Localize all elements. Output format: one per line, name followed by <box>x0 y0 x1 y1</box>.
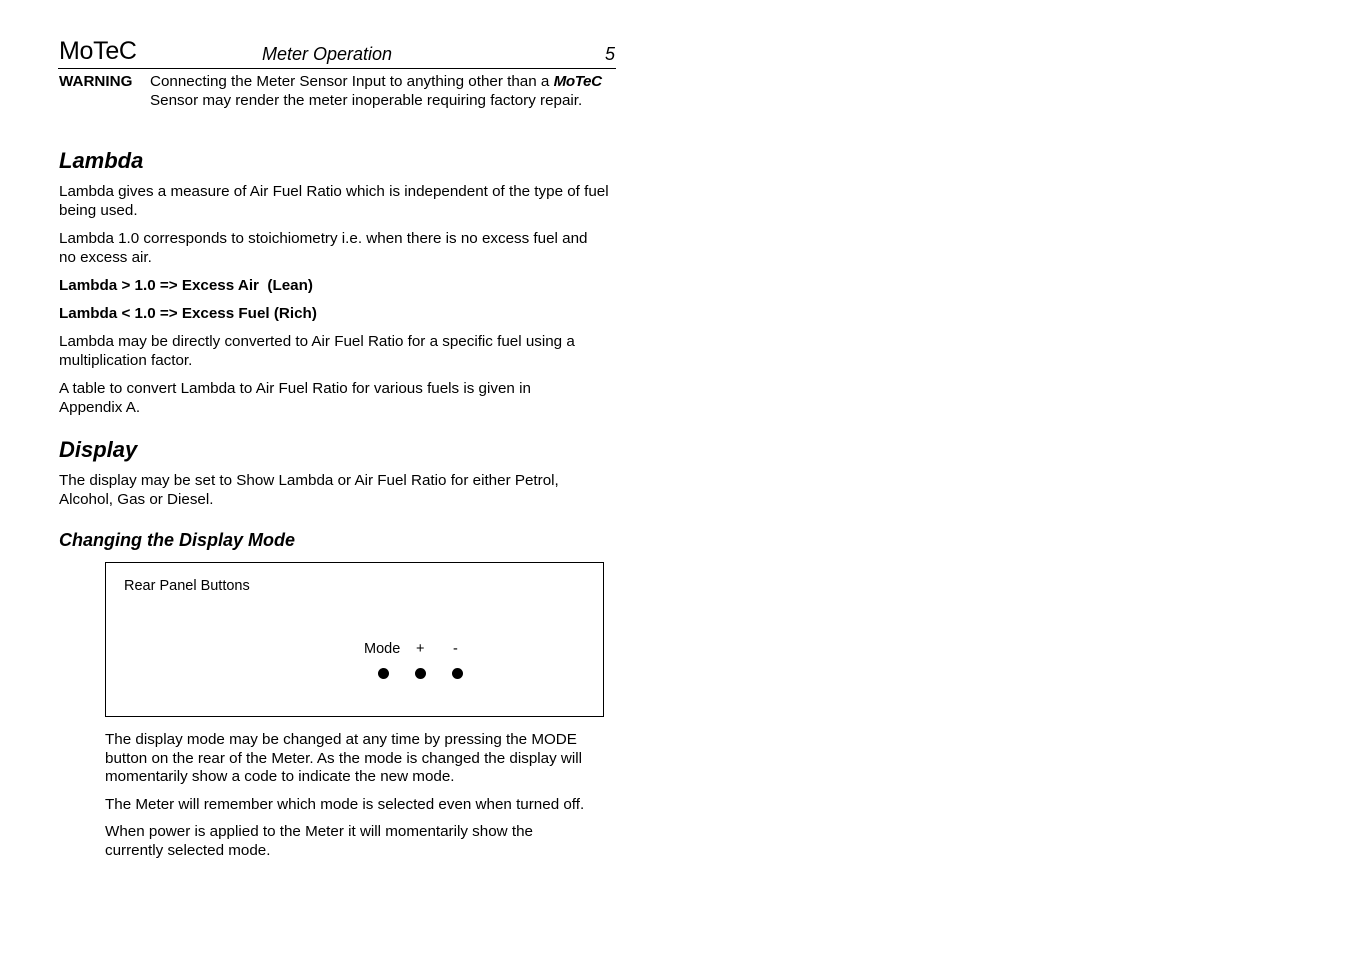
minus-button-label: - <box>453 641 458 657</box>
warning-text-before: Connecting the Meter Sensor Input to anything other than a <box>150 73 554 90</box>
heading-changing-display-mode: Changing the Display Mode <box>59 530 296 550</box>
rear-panel-diagram <box>105 562 604 717</box>
lambda-para-4: A table to convert Lambda to Air Fuel Ratio for various fuels is given in Appendix A. <box>59 380 531 416</box>
warning-label: WARNING <box>59 73 133 90</box>
mode-para-2: The Meter will remember which mode is selected even when turned off. <box>105 796 585 813</box>
mode-para-3: When power is applied to the Meter it will momentarily show the currently selected mode. <box>105 823 533 859</box>
page-number: 5 <box>604 44 615 64</box>
minus-button-dot <box>452 668 463 679</box>
lambda-para-3: Lambda may be directly converted to Air Fuel Ratio for a specific fuel using a multiplication factor. <box>59 333 575 369</box>
mode-button-dot <box>378 668 389 679</box>
display-para-1: The display may be set to Show Lambda or Air Fuel Ratio for either Petrol, Alcohol, Gas or Diesel. <box>59 472 559 508</box>
lambda-rule-rich: Lambda < 1.0 => Excess Fuel (Rich) <box>59 305 317 322</box>
lambda-para-1: Lambda gives a measure of Air Fuel Ratio which is independent of the type of fuel being used. <box>59 183 609 219</box>
warning-text-after: Sensor may render the meter inoperable requiring factory repair. <box>150 91 583 109</box>
rear-panel-title: Rear Panel Buttons <box>124 578 250 594</box>
mode-button-label: Mode <box>364 641 401 657</box>
warning-brand: MoTeC <box>553 73 602 90</box>
heading-lambda: Lambda <box>59 148 144 173</box>
lambda-para-2: Lambda 1.0 corresponds to stoichiometry i.e. when there is no excess fuel and no excess air. <box>59 230 588 266</box>
lambda-rule-lean: Lambda > 1.0 => Excess Air (Lean) <box>59 277 313 294</box>
section-title: Meter Operation <box>262 44 393 64</box>
page-header <box>58 36 616 69</box>
brand-logo: MoTeC <box>59 37 137 65</box>
plus-button-label: + <box>416 641 425 657</box>
heading-display: Display <box>59 437 138 462</box>
warning-text <box>150 73 614 110</box>
plus-button-dot <box>415 668 426 679</box>
mode-para-1: The display mode may be changed at any time by pressing the MODE button on the rear of the Meter. As the mode is changed the display will momentarily show a code to indicate the new mode. <box>105 731 583 785</box>
